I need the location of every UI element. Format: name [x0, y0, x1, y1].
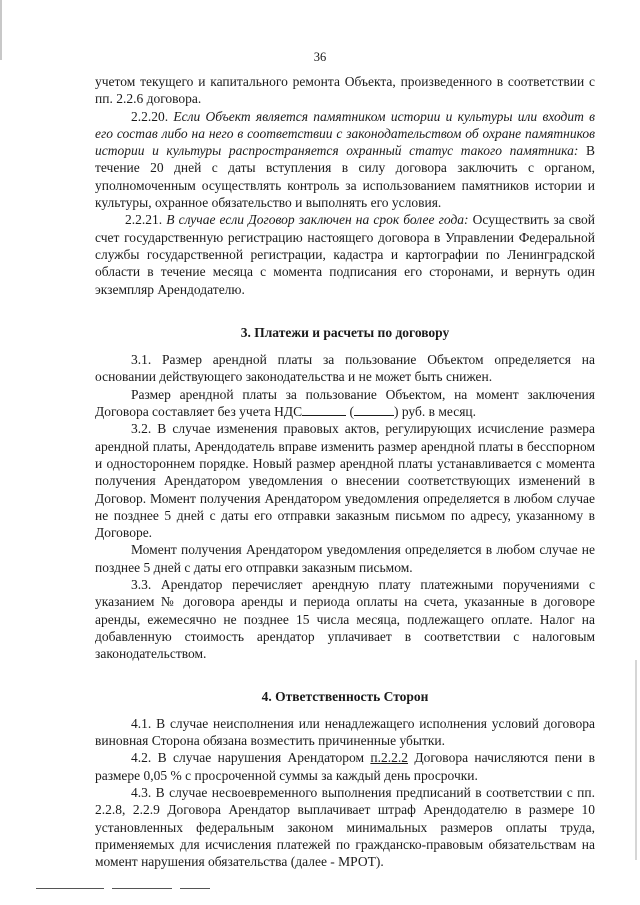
footer-rule [36, 888, 104, 889]
clause-condition: Если Объект является памятником истории и культуры или входит в его состав либо на него в соответствии с законодательством об охране памятников истории и культуры распространяется охранный статус такого памятника: [95, 108, 596, 159]
paragraph-4-2 [95, 749, 595, 784]
footer-rule [112, 888, 172, 889]
footer-rule [180, 888, 210, 889]
clause-reference-link: п.2.2.2 [370, 750, 409, 766]
rent-open: ( [346, 404, 354, 420]
clause-text-after: Договора начисляются пени в размере 0,05 % с просроченной суммы за каждый день просрочки. [95, 750, 595, 783]
document-body [95, 73, 595, 870]
paragraph-3-2-notice: Момент получения Арендатором уведомления определяется в любом случае не позднее 5 дней с даты его отправки заказным письмом. [95, 542, 595, 575]
clause-number: 2.2.20. [131, 108, 169, 124]
paragraph-4-1: 4.1. В случае неисполнения или ненадлежащего исполнения условий договора виновная Сторона обязана возместить причиненные убытки. [95, 715, 595, 749]
page-number: 36 [313, 50, 327, 64]
section-3-title: 3. Платежи и расчеты по договору [240, 324, 450, 340]
clause-number: 2.2.21. [125, 212, 163, 228]
paragraph-3-3: 3.3. Арендатор перечисляет арендную плату платежными поручениями с указанием № договора аренды и периода оплаты на счета, указанные в договоре аренды, ежемесячно не позднее 15 числа месяца, подлежащего оплате. Налог на добавленную стоимость арендатор уплачивает в соответствии с налоговым законодательством. [95, 577, 595, 662]
rent-close: ) руб. в месяц. [393, 404, 477, 420]
clause-text: Осуществить за свой счет государственную регистрацию настоящего договора в Управлении Федеральной службы государственной регистрации, кадастра и картографии по Ленинградской области в течение месяца с момента подписания его сторонами, и вернуть один экземпляр Арендодателю. [95, 212, 596, 297]
paragraph-2-2-20 [95, 108, 595, 212]
section-4-title: 4. Ответственность Сторон [261, 688, 429, 704]
paragraph-continuation: учетом текущего и капитального ремонта Объекта, произведенного в соответствии с пп. 2.2.6 договора. [95, 74, 595, 107]
clause-text-before: 4.2. В случае нарушения Арендатором [131, 750, 371, 766]
rent-words-blank [354, 403, 394, 416]
scan-artifact-right [635, 660, 637, 860]
paragraph-4-3: 4.3. В случае несвоевременного выполнения предписаний в соответствии с пп. 2.2.8, 2.2.9 Договора Арендатор выплачивает штраф Арендодателю в размере 10 установленных федеральным законом минимальных размеров оплаты труда, применяемых для исчисления платежей по гражданско-правовым обязательствам на момент нарушения обязательства (далее - МРОТ). [95, 784, 595, 870]
paragraph-3-1: 3.1. Размер арендной платы за пользование Объектом определяется на основании действующего законодательства и не может быть снижен. [95, 352, 595, 385]
paragraph-3-2: 3.2. В случае изменения правовых актов, регулирующих исчисление размера арендной платы, Арендодатель вправе изменить размер арендной платы в бесспорном и одностороннем порядке. Новый размер арендной платы устанавливается с момента получения Арендатором уведомления о внесении соответствующих изменений в Договор. Момент получения Арендатором уведомления определяется в любом случае не позднее 5 дней с даты его отправки заказным письмом по адресу, указанному в Договоре. [95, 421, 595, 541]
paragraph-3-1-rent [95, 386, 595, 421]
rent-amount-blank [302, 403, 346, 416]
rent-text: Размер арендной платы за пользование Объектом, на момент заключения Договора составляет без учета НДС [95, 386, 595, 420]
clause-text: В течение 20 дней с даты вступления в силу договора заключить с органом, уполномоченным осуществлять контроль за использованием памятников истории и культуры, охранное обязательство и выполнять его условия. [95, 143, 595, 211]
paragraph-2-2-21 [95, 211, 595, 297]
clause-condition: В случае если Договор заключен на срок более года: [166, 212, 469, 228]
